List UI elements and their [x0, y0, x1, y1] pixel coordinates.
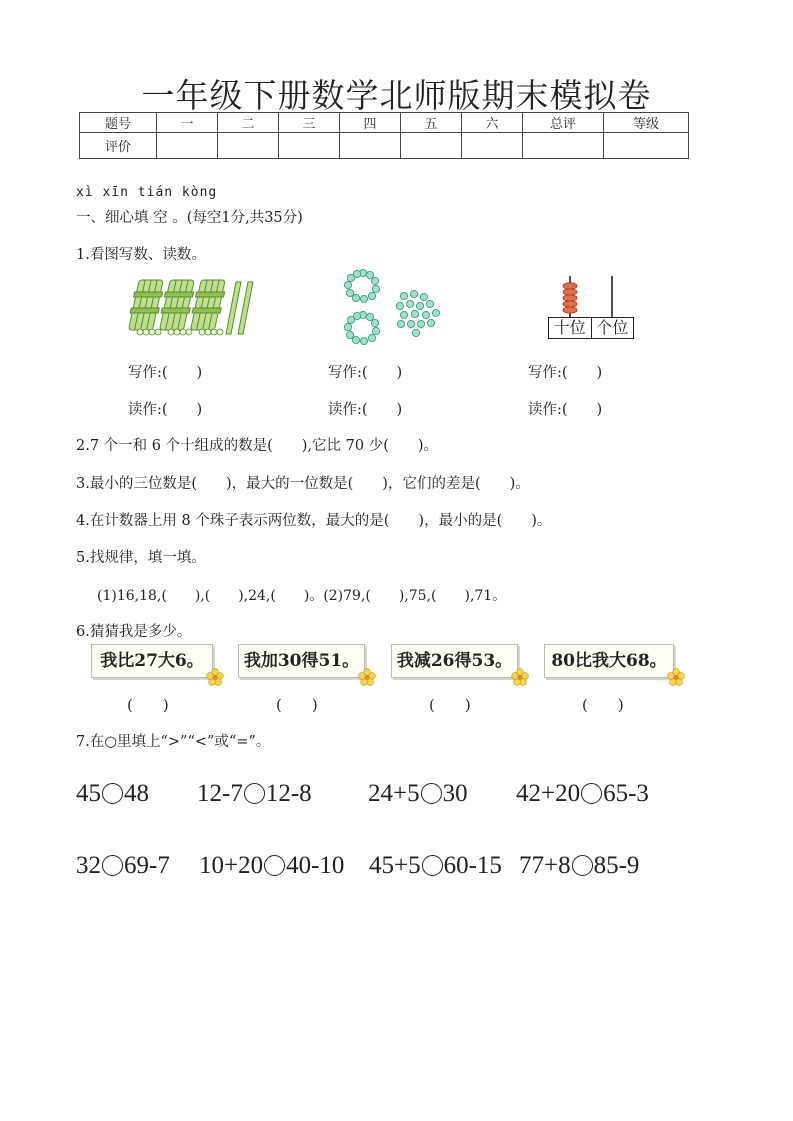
- compare-right: 65-3: [603, 780, 649, 807]
- answer-blank[interactable]: ( ): [429, 696, 471, 714]
- compare-item: [519, 852, 639, 880]
- compare-item: [369, 852, 502, 880]
- compare-right: 40-10: [286, 852, 345, 879]
- question-5-sequence: (1)16,18,( ),( ),24,( )。(2)79,( ),75,( ),71。: [97, 588, 507, 604]
- score-header-cell: 三: [279, 113, 340, 133]
- read-blank[interactable]: 读作:( ): [528, 402, 603, 418]
- compare-right: 69-7: [124, 852, 170, 879]
- compare-left: 45+5: [369, 852, 421, 879]
- abacus-beads: [563, 283, 577, 313]
- score-cell[interactable]: [523, 133, 604, 159]
- write-blank[interactable]: 写作:( ): [328, 365, 403, 381]
- flower-icon: [667, 668, 685, 686]
- flower-icon: [206, 668, 224, 686]
- score-cell[interactable]: [279, 133, 340, 159]
- compare-circle[interactable]: [264, 855, 285, 876]
- compare-circle[interactable]: [421, 783, 442, 804]
- score-header-cell: 题号: [80, 113, 157, 133]
- compare-circle[interactable]: [102, 783, 123, 804]
- clue-card: [238, 644, 365, 678]
- compare-item: [76, 780, 149, 808]
- question-5: 5.找规律，填一填。: [76, 550, 206, 566]
- question-4: 4.在计数器上用 8 个珠子表示两位数，最大的是( )，最小的是( )。: [76, 513, 552, 529]
- clue-card: [544, 644, 674, 678]
- compare-right: 30: [442, 780, 468, 807]
- single-sticks: [226, 282, 253, 334]
- score-table-eval-row: [80, 133, 689, 159]
- compare-right: 85-9: [593, 852, 640, 879]
- compare-item: [76, 852, 170, 880]
- bead-groups-image: [338, 264, 448, 348]
- score-cell[interactable]: [604, 133, 689, 159]
- score-header-cell: 二: [218, 113, 279, 133]
- question-6: 6.猜猜我是多少。: [76, 624, 192, 640]
- compare-left: 42+20: [516, 780, 581, 807]
- score-cell[interactable]: [462, 133, 523, 159]
- flower-icon: [511, 668, 529, 686]
- compare-circle[interactable]: [572, 855, 593, 876]
- compare-left: 77+8: [519, 852, 571, 879]
- score-row-label: 评价: [80, 133, 157, 159]
- clue-card-text: 我比27大6。: [100, 651, 204, 671]
- question-7: 7.在○里填上“>”“<”或“=”。: [76, 734, 271, 750]
- compare-right: 12-8: [265, 780, 312, 807]
- clue-card: [391, 644, 518, 678]
- clue-card-text: 我加30得51。: [243, 651, 360, 671]
- question-3: 3.最小的三位数是( )，最大的一位数是( )，它们的差是( )。: [76, 476, 530, 492]
- clue-card-text: 我减26得53。: [396, 651, 513, 671]
- score-header-cell: 一: [157, 113, 218, 133]
- compare-circle[interactable]: [244, 783, 265, 804]
- write-blank[interactable]: 写作:( ): [528, 365, 603, 381]
- compare-circle[interactable]: [581, 783, 602, 804]
- score-cell[interactable]: [157, 133, 218, 159]
- score-cell[interactable]: [218, 133, 279, 159]
- score-header-cell: 四: [340, 113, 401, 133]
- compare-item: [197, 780, 312, 808]
- stick-bundles-image: [128, 276, 260, 338]
- abacus-image: [548, 272, 634, 318]
- score-header-cell: 总评: [523, 113, 604, 133]
- clue-card-text: 80比我大68。: [551, 651, 667, 671]
- compare-circle[interactable]: [422, 855, 443, 876]
- score-table: [79, 112, 689, 159]
- read-blank[interactable]: 读作:( ): [328, 402, 403, 418]
- compare-left: 24+5: [368, 780, 420, 807]
- compare-right: 60-15: [443, 852, 502, 879]
- compare-left: 45: [76, 780, 101, 807]
- flower-icon: [358, 668, 376, 686]
- answer-blank[interactable]: ( ): [127, 696, 169, 714]
- score-header-cell: 五: [401, 113, 462, 133]
- abacus-place-labels: [548, 317, 634, 339]
- stick-bundle: [128, 280, 227, 330]
- question-1: 1.看图写数、读数。: [76, 247, 206, 263]
- tens-place-label: 十位: [553, 318, 586, 337]
- answer-blank[interactable]: ( ): [276, 696, 318, 714]
- section-1-heading: 一、细心填 空 。(每空1分,共35分): [76, 210, 303, 226]
- compare-circle[interactable]: [102, 855, 123, 876]
- pinyin-annotation: xì xīn tián kòng: [76, 185, 218, 200]
- score-cell[interactable]: [401, 133, 462, 159]
- compare-left: 12-7: [197, 780, 243, 807]
- answer-blank[interactable]: ( ): [582, 696, 624, 714]
- compare-right: 48: [124, 780, 149, 807]
- score-header-cell: 六: [462, 113, 523, 133]
- compare-item: [199, 852, 344, 880]
- clue-card: [91, 644, 213, 678]
- compare-left: 32: [76, 852, 101, 879]
- compare-left: 10+20: [199, 852, 264, 879]
- read-blank[interactable]: 读作:( ): [128, 402, 203, 418]
- compare-item: [368, 780, 468, 808]
- ones-place-label: 个位: [591, 318, 634, 338]
- score-cell[interactable]: [340, 133, 401, 159]
- compare-item: [516, 780, 649, 808]
- score-table-header-row: [80, 113, 689, 133]
- write-blank[interactable]: 写作:( ): [128, 365, 203, 381]
- question-2: 2.7 个一和 6 个十组成的数是( ),它比 70 少( )。: [76, 438, 439, 454]
- score-header-cell: 等级: [604, 113, 689, 133]
- page-title: 一年级下册数学北师版期末模拟卷: [141, 76, 652, 115]
